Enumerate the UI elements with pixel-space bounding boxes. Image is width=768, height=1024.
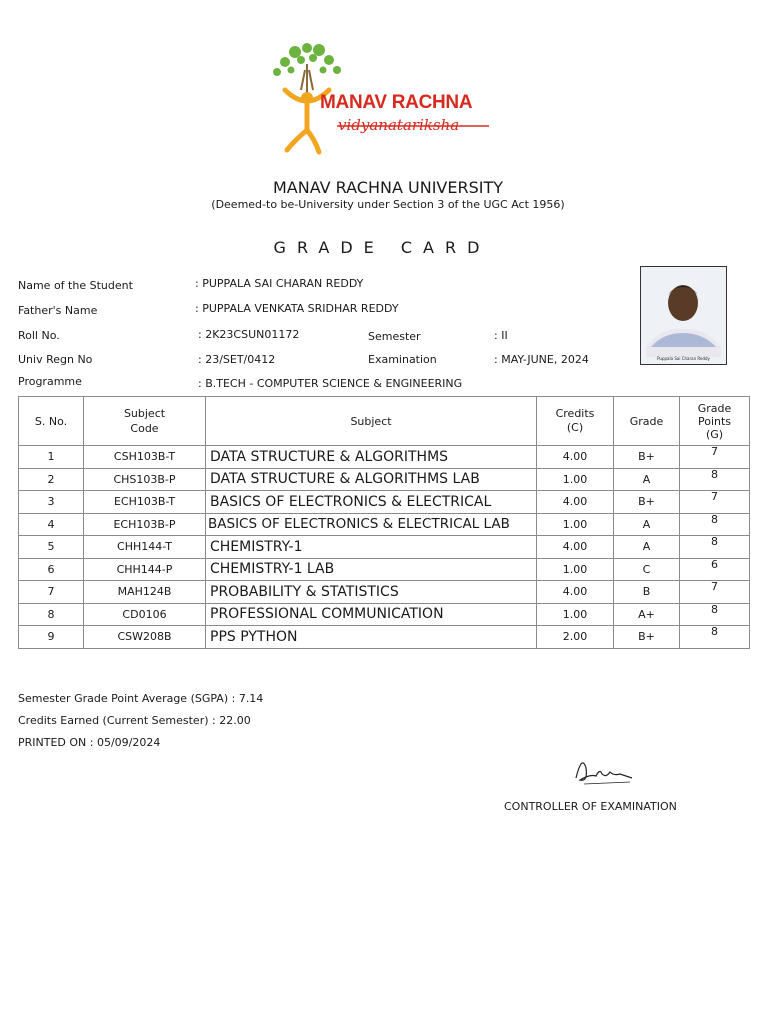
table-row	[19, 603, 750, 626]
cell-sno: 7	[19, 581, 84, 604]
header-sno: S. No.	[19, 397, 84, 446]
student-photo	[640, 266, 727, 365]
cell-subject-code: CHS103B-P	[84, 468, 206, 491]
table-row	[19, 581, 750, 604]
signature-icon	[568, 748, 638, 788]
cell-credits: 4.00	[537, 446, 614, 469]
father-name-value: : PUPPALA VENKATA SRIDHAR REDDY	[195, 302, 399, 315]
cell-credits: 1.00	[537, 468, 614, 491]
grades-table	[18, 396, 750, 649]
header-subject: Subject	[206, 397, 537, 446]
father-name-label: Father's Name	[18, 304, 98, 317]
table-row	[19, 558, 750, 581]
cell-subject-code: CSH103B-T	[84, 446, 206, 469]
table-row	[19, 513, 750, 536]
cell-subject: BASICS OF ELECTRONICS & ELECTRICAL LAB	[206, 513, 537, 536]
cell-grade-points: 7	[680, 491, 750, 514]
cell-grade-points: 8	[680, 626, 750, 649]
cell-credits: 2.00	[537, 626, 614, 649]
cell-grade-points: 6	[680, 558, 750, 581]
grade-card-title: GRADE CARD	[273, 238, 491, 257]
cell-grade: B+	[614, 626, 680, 649]
cell-grade: B	[614, 581, 680, 604]
cell-grade-points: 7	[680, 581, 750, 604]
header-credits: Credits (C)	[537, 397, 614, 446]
cell-sno: 3	[19, 491, 84, 514]
cell-credits: 4.00	[537, 536, 614, 559]
cell-subject-code: ECH103B-T	[84, 491, 206, 514]
cell-subject: DATA STRUCTURE & ALGORITHMS	[206, 446, 537, 469]
cell-sno: 8	[19, 603, 84, 626]
printed-on-text: PRINTED ON : 05/09/2024	[18, 736, 161, 749]
table-header-row	[19, 397, 750, 446]
cell-grade: C	[614, 558, 680, 581]
cell-subject-code: CD0106	[84, 603, 206, 626]
header-subject-code: Subject Code	[84, 397, 206, 446]
cell-grade: A	[614, 513, 680, 536]
cell-subject: PPS PYTHON	[206, 626, 537, 649]
cell-grade-points: 7	[680, 446, 750, 469]
semester-label: Semester	[368, 330, 421, 343]
student-name-label: Name of the Student	[18, 279, 133, 292]
examination-value: : MAY-JUNE, 2024	[494, 353, 589, 366]
student-portrait-icon	[641, 267, 726, 364]
roll-no-label: Roll No.	[18, 329, 60, 342]
cell-subject-code: CHH144-T	[84, 536, 206, 559]
cell-credits: 1.00	[537, 603, 614, 626]
cell-grade-points: 8	[680, 603, 750, 626]
table-row	[19, 536, 750, 559]
roll-no-value: : 2K23CSUN01172	[198, 328, 300, 341]
cell-grade: A+	[614, 603, 680, 626]
table-row	[19, 468, 750, 491]
header-grade-points: Grade Points (G)	[680, 397, 750, 446]
cell-subject-code: MAH124B	[84, 581, 206, 604]
university-name: MANAV RACHNA UNIVERSITY	[273, 178, 503, 197]
cell-credits: 1.00	[537, 513, 614, 536]
cell-subject: BASICS OF ELECTRONICS & ELECTRICAL	[206, 491, 537, 514]
cell-subject: DATA STRUCTURE & ALGORITHMS LAB	[206, 468, 537, 491]
cell-subject: CHEMISTRY-1	[206, 536, 537, 559]
cell-grade: B+	[614, 491, 680, 514]
cell-sno: 5	[19, 536, 84, 559]
controller-of-examination: CONTROLLER OF EXAMINATION	[504, 800, 677, 813]
student-name-value: : PUPPALA SAI CHARAN REDDY	[195, 277, 364, 290]
cell-sno: 2	[19, 468, 84, 491]
cell-credits: 4.00	[537, 581, 614, 604]
cell-grade-points: 8	[680, 536, 750, 559]
logo-tagline: vidyanatariksha	[338, 116, 460, 134]
cell-subject-code: CHH144-P	[84, 558, 206, 581]
sgpa-text: Semester Grade Point Average (SGPA) : 7.14	[18, 692, 264, 705]
table-row	[19, 491, 750, 514]
cell-credits: 4.00	[537, 491, 614, 514]
programme-label: Programme	[18, 375, 82, 388]
photo-caption: Puppala Sai Charan Reddy	[657, 356, 710, 361]
cell-grade: B+	[614, 446, 680, 469]
cell-sno: 4	[19, 513, 84, 536]
table-row	[19, 446, 750, 469]
examination-label: Examination	[368, 353, 437, 366]
logo-title: MANAV RACHNA	[320, 92, 473, 113]
cell-subject: PROBABILITY & STATISTICS	[206, 581, 537, 604]
cell-sno: 1	[19, 446, 84, 469]
programme-value: : B.TECH - COMPUTER SCIENCE & ENGINEERING	[198, 377, 463, 390]
cell-subject: CHEMISTRY-1 LAB	[206, 558, 537, 581]
semester-value: : II	[494, 329, 508, 342]
cell-grade: A	[614, 468, 680, 491]
cell-credits: 1.00	[537, 558, 614, 581]
cell-sno: 6	[19, 558, 84, 581]
cell-grade-points: 8	[680, 468, 750, 491]
regn-no-value: : 23/SET/0412	[198, 353, 276, 366]
table-row	[19, 626, 750, 649]
cell-subject-code: ECH103B-P	[84, 513, 206, 536]
header-grade: Grade	[614, 397, 680, 446]
cell-subject: PROFESSIONAL COMMUNICATION	[206, 603, 537, 626]
cell-subject-code: CSW208B	[84, 626, 206, 649]
university-subtitle: (Deemed-to be-University under Section 3 of the UGC Act 1956)	[211, 198, 565, 211]
cell-grade: A	[614, 536, 680, 559]
regn-no-label: Univ Regn No	[18, 353, 93, 366]
cell-grade-points: 8	[680, 513, 750, 536]
credits-earned-text: Credits Earned (Current Semester) : 22.00	[18, 714, 251, 727]
cell-sno: 9	[19, 626, 84, 649]
